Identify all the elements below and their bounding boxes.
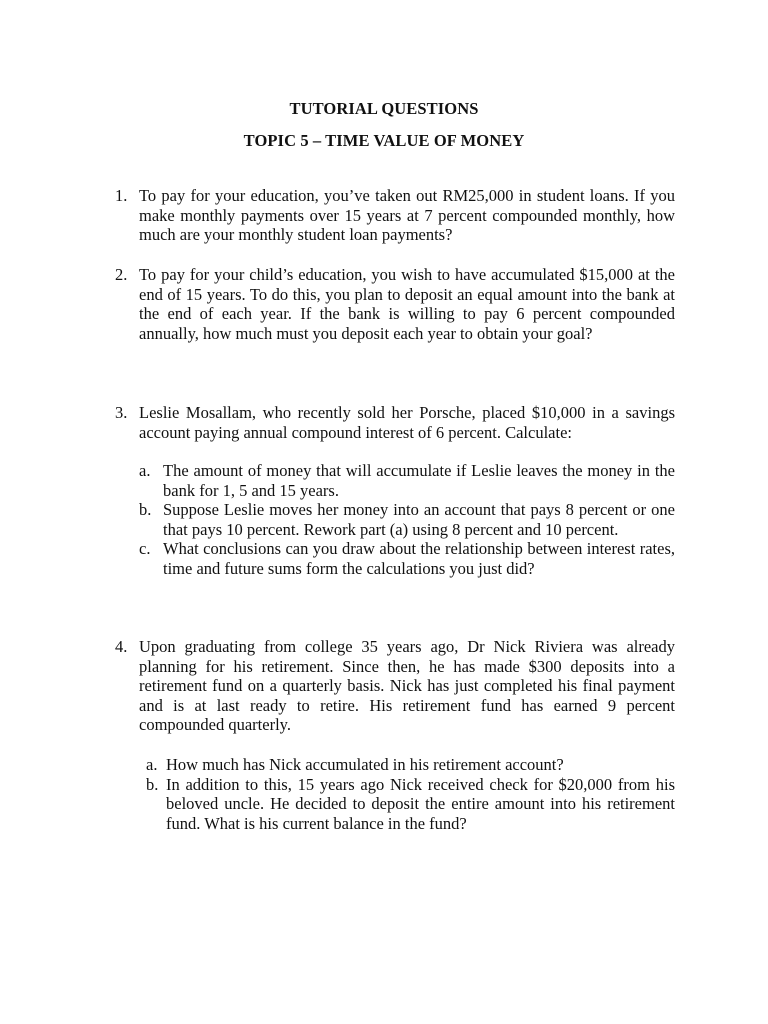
part-label: b. <box>139 500 152 520</box>
question-part-a <box>139 461 675 500</box>
question-text: To pay for your child’s education, you wish to have accumulated $15,000 at the end of 15 years. To do this, you plan to deposit an equal amount into the bank at the end of each year. If the bank is willing to pay 6 percent compounded annually, how much must you deposit each year to obtain your goal? <box>139 265 675 343</box>
question-3 <box>115 403 675 442</box>
question-part-b <box>139 500 675 539</box>
question-text: Leslie Mosallam, who recently sold her Porsche, placed $10,000 in a savings account paying annual compound interest of 6 percent. Calculate: <box>139 403 675 442</box>
document-title: TUTORIAL QUESTIONS <box>289 99 479 118</box>
part-label: b. <box>146 774 159 794</box>
part-text: How much has Nick accumulated in his retirement account? <box>166 755 564 774</box>
question-2 <box>115 265 675 343</box>
question-number: 3. <box>115 403 128 422</box>
question-4 <box>115 637 675 735</box>
question-part-a <box>146 755 675 775</box>
part-label: a. <box>146 755 158 774</box>
question-4-parts <box>146 755 675 833</box>
part-text: What conclusions can you draw about the relationship between interest rates, time and future sums form the calculations you just did? <box>163 539 675 578</box>
question-part-c <box>139 539 675 578</box>
part-label: a. <box>139 461 151 480</box>
question-text: To pay for your education, you’ve taken out RM25,000 in student loans. If you make monthly payments over 15 years at 7 percent compounded monthly, how much are your monthly student loan payments? <box>139 186 675 245</box>
part-text: In addition to this, 15 years ago Nick received check for $20,000 from his beloved uncle. He decided to deposit the entire amount into his retirement fund. What is his current balance in the fund? <box>166 774 675 833</box>
part-label: c. <box>139 539 151 559</box>
question-part-b <box>146 775 675 834</box>
question-1 <box>115 186 675 245</box>
question-number: 1. <box>115 186 128 205</box>
question-number: 2. <box>115 265 128 284</box>
question-number: 4. <box>115 637 128 656</box>
document-subtitle: TOPIC 5 – TIME VALUE OF MONEY <box>243 131 525 150</box>
part-text: Suppose Leslie moves her money into an account that pays 8 percent or one that pays 10 percent. Rework part (a) using 8 percent and 10 percent. <box>163 500 675 539</box>
question-text: Upon graduating from college 35 years ago, Dr Nick Riviera was already planning for his retirement. Since then, he has made $300 deposits into a retirement fund on a quarterly basis. Nick has just completed his final payment and is at last ready to retire. His retirement fund has earned 9 percent compounded quarterly. <box>139 637 675 735</box>
question-3-parts <box>139 461 675 579</box>
part-text: The amount of money that will accumulate if Leslie leaves the money in the bank for 1, 5 and 15 years. <box>163 461 675 500</box>
